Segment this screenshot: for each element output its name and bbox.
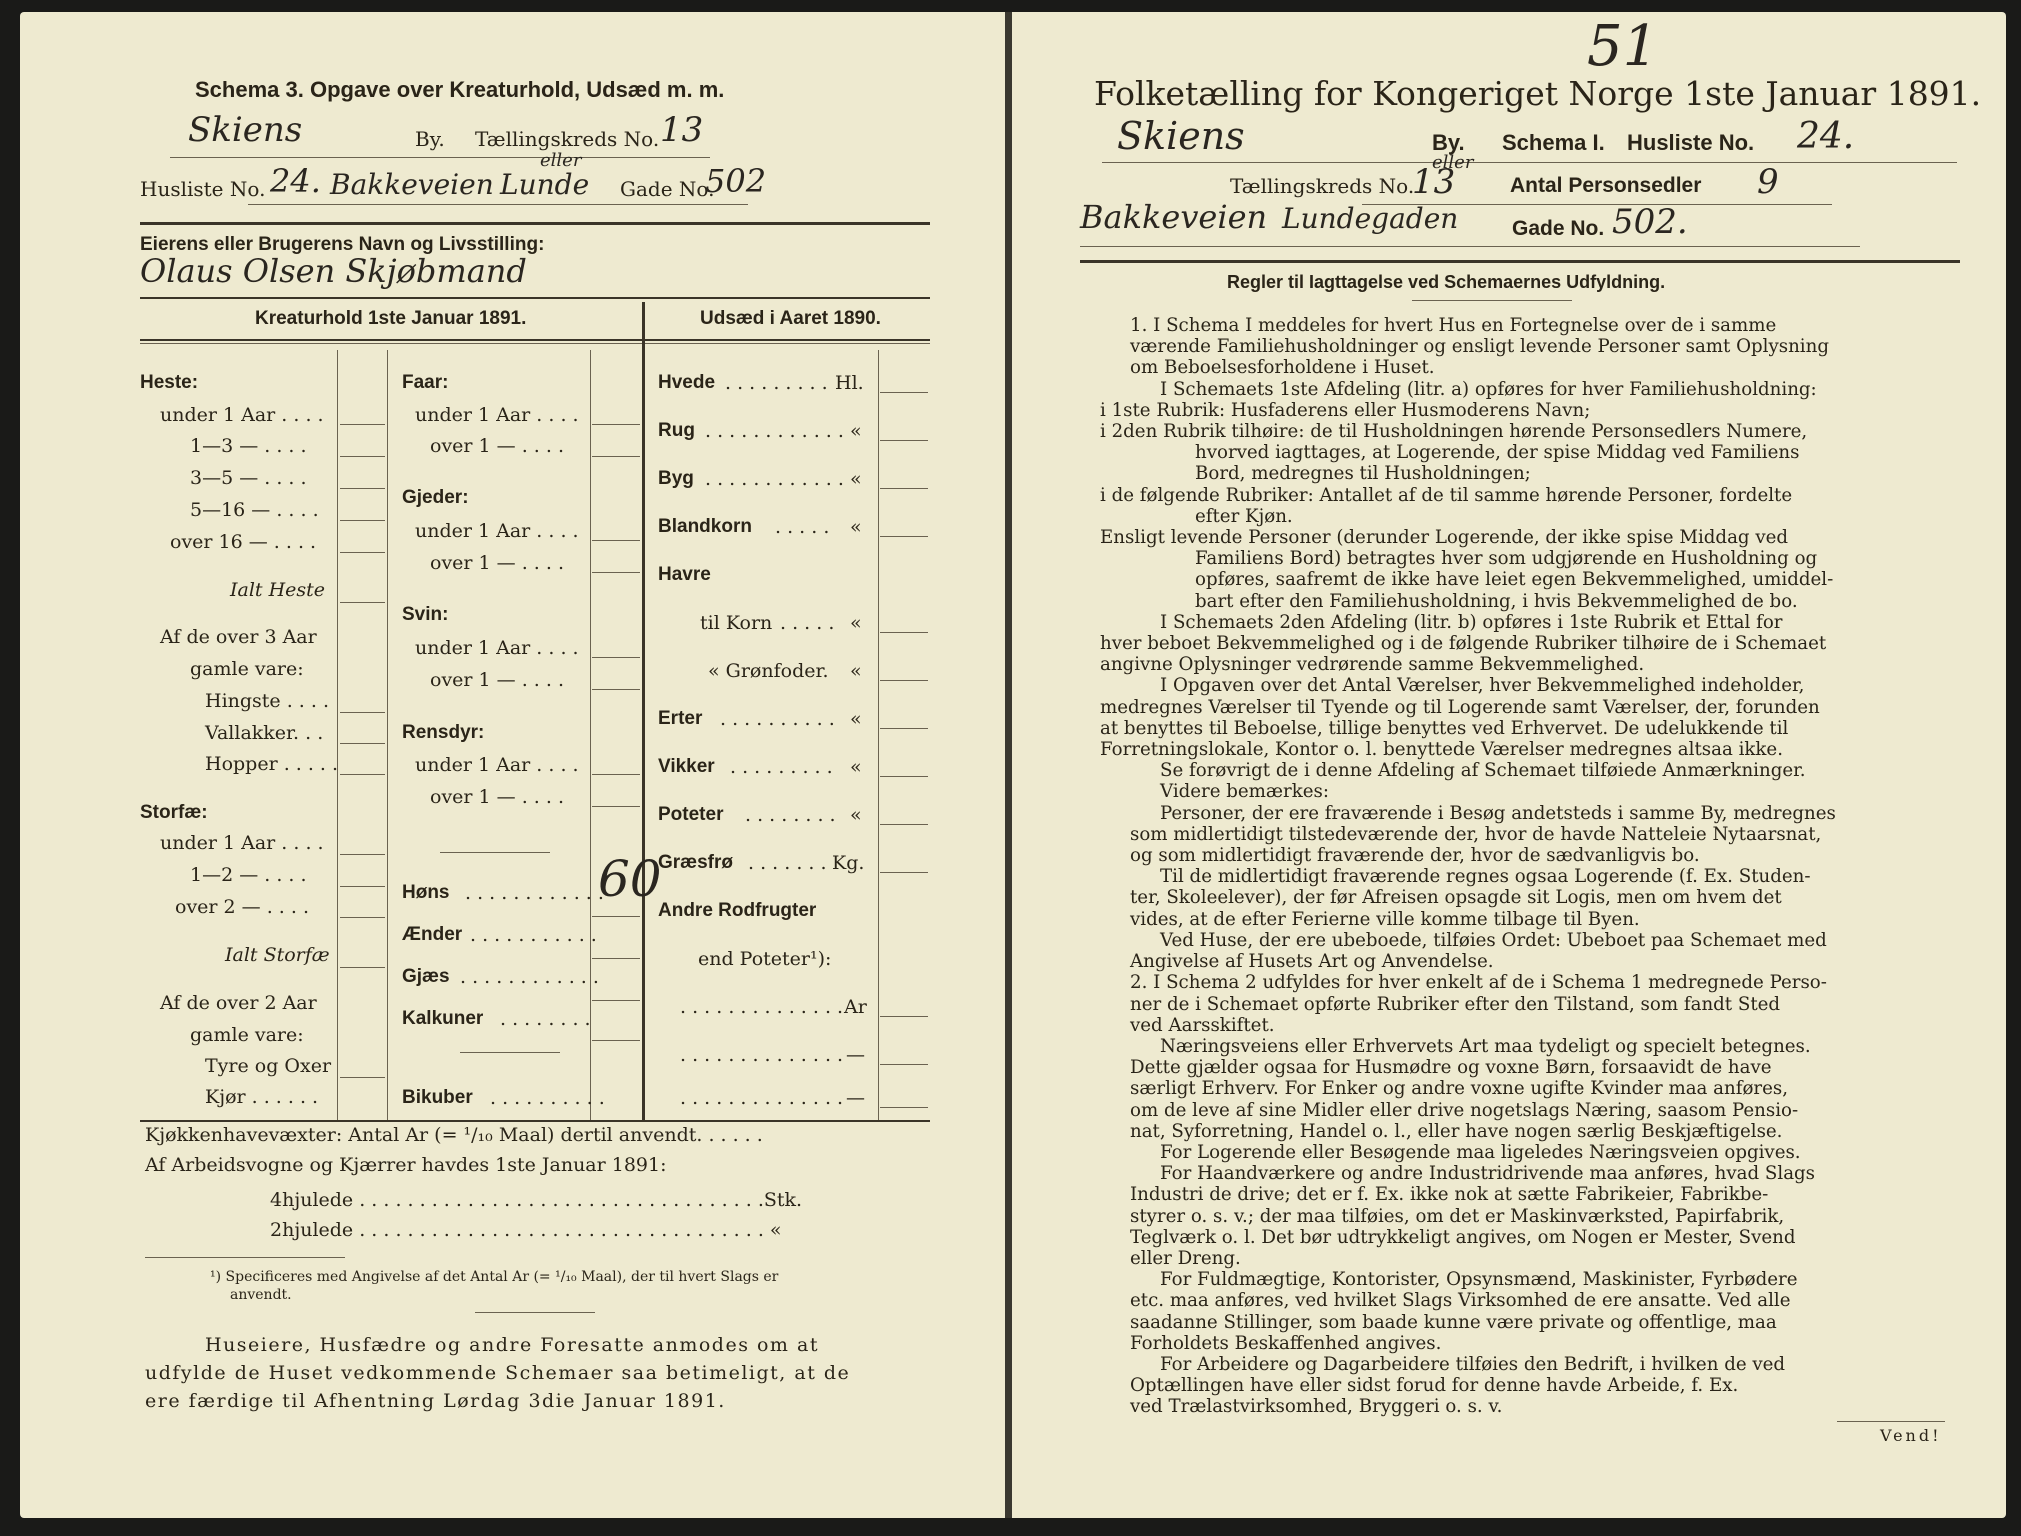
udsaed-4-label: Blandkorn [658, 516, 752, 537]
rule-line: om Beboelsesforholdene i Huset. [1130, 357, 1435, 379]
udsaed-10-unit: « [850, 804, 862, 826]
rule-line: Teglværk o. l. Det bør udtrykkeligt angives, om Nogen er Mester, Svend [1130, 1226, 1796, 1248]
cell-line [340, 1077, 385, 1078]
udsaed-7-label: « Grønfoder. [708, 660, 829, 682]
gjeder-row-2: over 1 — . . . . [430, 552, 564, 574]
col-divider-4 [878, 350, 879, 1120]
page-gutter [1005, 12, 1012, 1518]
rule-line: Ensligt levende Personer (derunder Logerende, der ikke spise Middag ved [1100, 527, 1789, 549]
udsaed-15-dots: . . . . . . . . . . . . . . [680, 1044, 844, 1066]
rule-line: værende Familiehusholdninger og ensligt levende Personer samt Oplysning [1130, 336, 1829, 358]
rule-line: ved Trælastvirksomhed, Bryggeri o. s. v. [1130, 1396, 1503, 1418]
left-page-content [20, 12, 1005, 1518]
udsaed-16-dots: . . . . . . . . . . . . . . [680, 1087, 844, 1109]
udsaed-2-unit: « [850, 420, 862, 442]
storfae-sub-2: Kjør . . . . . . [205, 1086, 319, 1108]
gade-label-right: Gade No. [1512, 217, 1605, 240]
city-handwritten: Skiens [188, 110, 303, 150]
cell-line [592, 657, 640, 658]
cell-line [880, 1064, 928, 1065]
udsaed-6-unit: « [850, 612, 862, 634]
cell-line [592, 774, 640, 775]
fowl-2-dots: . . . . . . . . . . . [470, 924, 597, 946]
cell-line [880, 824, 928, 825]
rensdyr-title: Rensdyr: [402, 722, 485, 743]
rule-line: Personer, der ere fraværende i Besøg andetsteds i samme By, medregnes [1160, 802, 1836, 824]
street2-handwritten: Lunde [500, 168, 590, 201]
heste-row-3: 3—5 — . . . . [190, 467, 307, 489]
rule-line: angivne Oplysninger vedrørende samme Bekvemmelighed. [1100, 654, 1645, 676]
rule-line: For Arbeidere og Dagarbeidere tilføies den Bedrift, i hvilken de ved [1160, 1353, 1786, 1375]
cell-line [880, 632, 928, 633]
blank-line [460, 1052, 560, 1053]
rule-line: Forholdets Beskaffenhed angives. [1130, 1332, 1442, 1354]
rule-line: Se forøvrigt de i denne Afdeling af Schemaet tilføiede Anmærkninger. [1160, 760, 1806, 782]
udsaed-3-label: Byg [658, 468, 694, 489]
cell-line [880, 536, 928, 537]
schema3-title: Schema 3. Opgave over Kreaturhold, Udsæd m. m. [195, 77, 725, 102]
udsaed-11-label: Græsfrø [658, 852, 733, 873]
cell-line [592, 424, 640, 425]
gade-handwritten-right: 502. [1612, 202, 1688, 242]
header-rule [140, 222, 930, 225]
rule-line: saadanne Stillinger, som baade kunne være private og offentlige, maa [1130, 1311, 1777, 1333]
cell-line [340, 967, 385, 968]
kreatur-header: Kreaturhold 1ste Januar 1891. [255, 308, 527, 329]
header-rule-right [1080, 260, 1960, 263]
rensdyr-row-1: under 1 Aar . . . . [415, 754, 579, 776]
rule-line: efter Kjøn. [1195, 505, 1293, 527]
cell-line [592, 456, 640, 457]
rule-line: 2. I Schema 2 udfyldes for hver enkelt af de i Schema 1 medregnede Perso- [1130, 972, 1827, 994]
rule-line: Optællingen have eller sidst forud for denne havde Arbeide, f. Ex. [1130, 1375, 1739, 1397]
page-number-handwritten: 51 [1587, 14, 1659, 79]
udsaed-4-dots: . . . . . [775, 516, 830, 538]
rule-line: nat, Syforretning, Handel o. l., eller have nogen særlig Beskjæftigelse. [1130, 1120, 1783, 1142]
udsaed-14-unit: Ar [844, 996, 867, 1018]
cell-line [592, 1000, 640, 1001]
udsaed-2-dots: . . . . . . . . . . . . [705, 420, 844, 442]
heste-total: Ialt Heste [230, 579, 326, 601]
udsaed-7-unit: « [850, 660, 862, 682]
right-page-content [1012, 12, 2006, 1518]
rule-line: Familiens Bord) betragtes hver som udgjørende en Husholdning og [1195, 548, 1818, 570]
udsaed-1-unit: Hl. [835, 372, 864, 394]
cell-line [592, 689, 640, 690]
fowl-1-value: 60 [598, 850, 662, 908]
line3-rule-right [1080, 246, 1860, 247]
cell-line [880, 680, 928, 681]
svin-row-2: over 1 — . . . . [430, 669, 564, 691]
rule-line: som midlertidigt tilstedeværende der, hvor de havde Natteleie Nytaarsnat, [1130, 823, 1822, 845]
table-header-rule [140, 339, 930, 341]
rules-text [1100, 315, 1955, 1418]
vend-label: Vend! [1880, 1426, 1942, 1445]
faar-title: Faar: [402, 372, 449, 393]
street2-handwritten-right: Lundegaden [1282, 202, 1459, 235]
by-label-right: By. [1432, 130, 1465, 155]
udsaed-16-unit: — [846, 1087, 865, 1109]
cell-line [340, 488, 385, 489]
cell-line [592, 806, 640, 807]
col-divider-3 [590, 350, 591, 1120]
udsaed-15-unit: — [846, 1044, 865, 1066]
cell-line [340, 456, 385, 457]
cell-line [880, 488, 928, 489]
cell-line [340, 520, 385, 521]
udsaed-12-label: Andre Rodfrugter [658, 900, 817, 921]
line1-rule-right [1102, 162, 1957, 163]
faar-row-2: over 1 — . . . . [430, 435, 564, 457]
street-handwritten: Bakkeveien [330, 168, 494, 201]
antal-label: Antal Personsedler [1510, 174, 1702, 197]
cell-line [340, 774, 385, 775]
husliste-handwritten: 24. [270, 162, 321, 200]
udsaed-8-dots: . . . . . . . . . . [720, 708, 835, 730]
storfae-afde-2: gamle vare: [190, 1024, 304, 1046]
rule-line: Næringsveiens eller Erhvervets Art maa tydeligt og specielt betegnes. [1160, 1035, 1811, 1057]
rule-line: 1. I Schema I meddeles for hvert Hus en Fortegnelse over de i samme [1130, 315, 1777, 336]
rule-line: at benyttes til Beboelse, tillige benyttes ved Erhvervet. De udelukkende til [1100, 717, 1789, 739]
closing-rule [475, 1312, 595, 1313]
rule-line: vides, at de efter Ferierne ville komme tilbage til Byen. [1130, 908, 1640, 930]
rule-line: Dette gjælder ogsaa for Husmødre og voxne Børn, forsaavidt de have [1130, 1057, 1772, 1079]
cell-line [340, 424, 385, 425]
cell-line [880, 1016, 928, 1017]
rule-line: ner de i Schemaet opførte Rubriker efter den Tilstand, som fandt Sted [1130, 993, 1781, 1015]
udsaed-8-unit: « [850, 708, 862, 730]
rule-line: Ved Huse, der ere ubeboede, tilføies Ordet: Ubeboet paa Schemaet med [1160, 929, 1827, 951]
schema1-label: Schema I. [1502, 130, 1605, 155]
eller-handwritten-right: eller [1432, 152, 1474, 173]
hjul4-line: 4hjulede . . . . . . . . . . . . . . . . . . . . . . . . . . . . . . . . . .Stk. [270, 1189, 803, 1211]
rule-line: bart efter den Familiehusholdning, i hvis Bekvemmelighed de bo. [1195, 590, 1798, 612]
rensdyr-row-2: over 1 — . . . . [430, 786, 564, 808]
rule-line: For Logerende eller Besøgende maa ligeledes Næringsveien opgives. [1160, 1141, 1801, 1163]
footnote-rule [145, 1257, 345, 1258]
rule-line: særligt Erhverv. For Enker og andre voxne ugifte Kvinder maa anføres, [1130, 1078, 1788, 1100]
udsaed-2-label: Rug [658, 420, 695, 441]
col-divider-1 [337, 350, 338, 1120]
husliste-label-right: Husliste No. [1627, 130, 1755, 155]
cell-line [880, 872, 928, 873]
rule-line: I Opgaven over det Antal Værelser, hver Bekvemmelighed indeholder, [1160, 675, 1805, 697]
gade-label: Gade No. [620, 177, 715, 201]
fowl-2-label: Ænder [402, 924, 463, 945]
fowl-1-dots: . . . . . . . . . . . . [465, 882, 604, 904]
gade-handwritten: 502 [705, 162, 767, 200]
cell-line [880, 1107, 928, 1108]
svin-row-1: under 1 Aar . . . . [415, 637, 579, 659]
gjeder-row-1: under 1 Aar . . . . [415, 520, 579, 542]
footnote-1: ¹) Specificeres med Angivelse af det Antal Ar (= ¹/₁₀ Maal), der til hvert Slags er [210, 1269, 779, 1285]
cell-line [340, 743, 385, 744]
udsaed-6-label: til Korn [700, 612, 773, 634]
cell-line [340, 552, 385, 553]
rule-line: Bord, medregnes til Husholdningen; [1195, 463, 1531, 485]
heste-sub-2: Vallakker. . . [205, 722, 324, 744]
cell-line [880, 440, 928, 441]
regler-rule [1412, 300, 1572, 301]
rule-line: i 1ste Rubrik: Husfaderens eller Husmoderens Navn; [1100, 399, 1591, 421]
cell-line [340, 602, 385, 603]
husliste-label: Husliste No. [140, 177, 266, 201]
krets-label-right: Tællingskreds No. [1230, 174, 1415, 198]
udsaed-3-dots: . . . . . . . . . . . . [705, 468, 844, 490]
gjeder-title: Gjeder: [402, 487, 469, 508]
street-handwritten-right: Bakkeveien [1080, 198, 1268, 236]
rule-line: Videre bemærkes: [1160, 781, 1329, 803]
udsaed-4-unit: « [850, 516, 862, 538]
rule-line: Industri de drive; det er f. Ex. ikke nok at sætte Fabrikeier, Fabrikbe- [1130, 1184, 1769, 1206]
fowl-4-dots: . . . . . . . . [500, 1008, 591, 1030]
cell-line [592, 1040, 640, 1041]
closing-2: udfylde de Huset vedkommende Schemaer saa betimeligt, at de [145, 1362, 851, 1384]
owner-handwritten: Olaus Olsen Skjøbmand [140, 252, 527, 290]
udsaed-10-label: Poteter [658, 804, 724, 825]
udsaed-header: Udsæd i Aaret 1890. [700, 308, 881, 329]
heste-row-1: under 1 Aar . . . . [160, 404, 324, 426]
heste-sub-1: Hingste . . . . [205, 690, 329, 712]
rule-line: om de leve af sine Midler eller drive nogetslags Næring, saasom Pensio- [1130, 1099, 1799, 1121]
eller-handwritten: eller [540, 150, 582, 171]
faar-row-1: under 1 Aar . . . . [415, 404, 579, 426]
vend-rule [1837, 1421, 1945, 1422]
storfae-title: Storfæ: [140, 802, 208, 823]
rule-line: og som midlertidigt fraværende der, hvor de sædvanligvis bo. [1130, 845, 1700, 867]
cell-line [340, 917, 385, 918]
storfae-afde-1: Af de over 2 Aar [160, 992, 317, 1014]
udsaed-1-label: Hvede [658, 372, 716, 393]
table-bottom-rule [140, 1120, 930, 1122]
svin-title: Svin: [402, 604, 449, 625]
cell-line [340, 712, 385, 713]
heste-afde-2: gamle vare: [190, 658, 304, 680]
rule-line: hvorved iagttages, at Logerende, der spise Middag ved Familiens [1195, 442, 1800, 464]
regler-title: Regler til Iagttagelse ved Schemaernes Udfyldning. [1227, 272, 1666, 292]
rule-line: eller Dreng. [1130, 1247, 1241, 1269]
cell-line [592, 958, 640, 959]
rule-line: ter, Skoleelever), der før Afreisen opsagde sit Logis, men om hvem det [1130, 887, 1782, 909]
rule-line: styrer o. s. v.; der maa tilføies, om det er Maskinværksted, Papirfabrik, [1130, 1205, 1785, 1227]
col-divider-2 [387, 350, 388, 1120]
udsaed-9-unit: « [850, 756, 862, 778]
udsaed-1-dots: . . . . . . . . . [725, 372, 828, 394]
rule-line: I Schemaets 2den Afdeling (litr. b) opføres i 1ste Rubrik et Ettal for [1160, 611, 1783, 633]
krets-label: Tællingskreds No. [475, 127, 660, 151]
antal-handwritten: 9 [1757, 162, 1779, 202]
kjokken-line: Kjøkkenhavevæxter: Antal Ar (= ¹/₁₀ Maal) dertil anvendt. . . . . . [145, 1124, 763, 1146]
storfae-sub-1: Tyre og Oxer [205, 1055, 332, 1077]
owner-rule [140, 297, 930, 299]
arbeids-line: Af Arbeidsvogne og Kjærrer havdes 1ste Januar 1891: [145, 1154, 667, 1176]
udsaed-divider [642, 302, 645, 1122]
udsaed-11-dots: . . . . . . . [748, 852, 827, 874]
rule-line: i de følgende Rubriker: Antallet af de til samme hørende Personer, fordelte [1100, 484, 1793, 506]
closing-3: ere færdige til Afhentning Lørdag 3die Januar 1891. [145, 1390, 726, 1412]
line1-rule [170, 157, 710, 158]
storfae-row-1: under 1 Aar . . . . [160, 832, 324, 854]
fowl-4-label: Kalkuner [402, 1008, 484, 1029]
line2-rule [248, 204, 748, 205]
cell-line [592, 572, 640, 573]
udsaed-5-label: Havre [658, 564, 711, 585]
closing-1: Huseiere, Husfædre og andre Foresatte anmodes om at [205, 1334, 819, 1356]
udsaed-10-dots: . . . . . . . . [745, 804, 836, 826]
heste-sub-3: Hopper . . . . . [205, 753, 339, 775]
rule-line: medregnes Værelser til Tyende og til Logerende samt Værelser, der, forunden [1100, 696, 1820, 718]
hjul2-line: 2hjulede . . . . . . . . . . . . . . . . . . . . . . . . . . . . . . . . . . « [270, 1219, 782, 1241]
heste-row-4: 5—16 — . . . . [190, 499, 319, 521]
blank-line [440, 852, 550, 853]
fowl-1-label: Høns [402, 882, 450, 903]
rule-line: i 2den Rubrik tilhøire: de til Husholdningen hørende Personsedlers Numere, [1100, 421, 1808, 443]
rule-line: Forretningslokale, Kontor o. l. benyttede Værelser medregnes altsaa ikke. [1100, 739, 1783, 761]
storfae-row-3: over 2 — . . . . [175, 896, 309, 918]
census-title: Folketælling for Kongeriget Norge 1ste Januar 1891. [1094, 74, 1982, 113]
heste-afde-1: Af de over 3 Aar [160, 626, 317, 648]
city-handwritten-right: Skiens [1117, 114, 1245, 158]
udsaed-9-label: Vikker [658, 756, 715, 777]
cell-line [880, 728, 928, 729]
udsaed-13-label: end Poteter¹): [698, 948, 832, 970]
heste-row-5: over 16 — . . . . [170, 531, 317, 553]
rule-line: Angivelse af Husets Art og Anvendelse. [1130, 951, 1494, 973]
rule-line: For Haandværkere og andre Industridrivende maa anføres, hvad Slags [1160, 1163, 1816, 1185]
cell-line [340, 886, 385, 887]
udsaed-9-dots: . . . . . . . . . [730, 756, 833, 778]
rule-line: For Fuldmægtige, Kontorister, Opsynsmænd, Maskinister, Fyrbødere [1160, 1269, 1798, 1291]
owner-label: Eierens eller Brugerens Navn og Livsstilling: [140, 234, 545, 255]
footnote-2: anvendt. [230, 1287, 292, 1303]
by-label: By. [415, 127, 445, 151]
storfae-total: Ialt Storfæ [225, 944, 330, 966]
fowl-5-dots: . . . . . . . . . . [490, 1087, 605, 1109]
storfae-row-2: 1—2 — . . . . [190, 864, 307, 886]
cell-line [592, 916, 640, 917]
heste-row-2: 1—3 — . . . . [190, 435, 307, 457]
rule-line: etc. maa anføres, ved hvilket Slags Virksomhed de ere ansatte. Ved alle [1130, 1290, 1791, 1312]
krets-handwritten: 13 [660, 110, 704, 150]
udsaed-11-unit: Kg. [832, 852, 865, 874]
table-header-rule-2 [140, 343, 930, 344]
cell-line [592, 540, 640, 541]
krets-handwritten-right: 13 [1412, 162, 1456, 202]
husliste-handwritten-right: 24. [1797, 116, 1855, 157]
rule-line: hver beboet Bekvemmelighed og i de følgende Rubriker tilhøire de i Schemaet [1100, 633, 1827, 655]
rule-line: Til de midlertidigt fraværende regnes ogsaa Logerende (f. Ex. Studen- [1160, 866, 1811, 888]
rule-line: I Schemaets 1ste Afdeling (litr. a) opføres for hver Familiehusholdning: [1160, 378, 1817, 400]
rule-line: opføres, saafremt de ikke have leiet egen Bekvemmelighed, umiddel- [1195, 569, 1834, 591]
rule-line: ved Aarsskiftet. [1130, 1014, 1275, 1036]
cell-line [880, 776, 928, 777]
heste-title: Heste: [140, 372, 199, 393]
udsaed-14-dots: . . . . . . . . . . . . . . [680, 996, 844, 1018]
cell-line [340, 854, 385, 855]
udsaed-3-unit: « [850, 468, 862, 490]
cell-line [880, 392, 928, 393]
fowl-3-label: Gjæs [402, 966, 450, 987]
fowl-3-dots: . . . . . . . . . . . . [460, 966, 599, 988]
fowl-5-label: Bikuber [402, 1087, 473, 1108]
udsaed-8-label: Erter [658, 708, 703, 729]
udsaed-6-dots: . . . . . [780, 612, 835, 634]
